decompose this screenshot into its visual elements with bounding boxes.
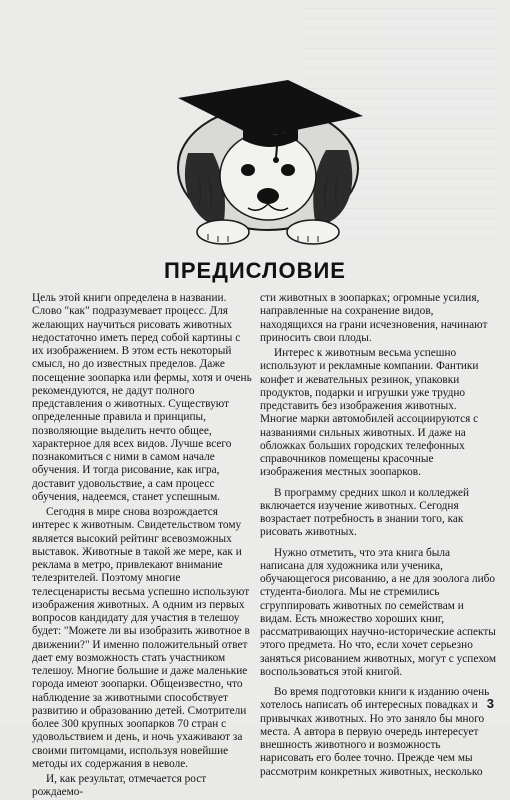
- paragraph: Во время подготовки книги к изданию очень хотелось написать об интересных повадках и привычках животных. Но это заняло бы много места. А автора в первую очередь интересует внешность животного и возможность нарисовать его более точно. Прежде чем мы рассмотрим конкретных животных, несколько: [260, 686, 490, 778]
- paragraph: Интерес к животным весьма успешно используют и рекламные компании. Фантики конфет и жевательных резинок, упаковки продуктов, подарки и игрушки уже трудно представить без изображения животных. Многие марки автомобилей ассоциируются с названиями сильных животных. И даже на обложках больших городских телефонных справочников помещены красочные изображения местных зоопарков.: [260, 347, 479, 479]
- puppy-with-graduation-cap-icon: [168, 58, 368, 248]
- left-text-column: [32, 292, 254, 800]
- paragraph: И, как результат, отмечается рост рождаемо-: [32, 773, 207, 799]
- right-text-column: [260, 292, 496, 779]
- page-number: 3: [486, 696, 494, 711]
- paragraph: Сегодня в мире снова возрождается интерес к животным. Свидетельством тому является высокий рейтинг всевозможных выставок. Животные в такой же мере, как и реклама в метро, привлекают внимание телезрителей. Поэтому многие телесценаристы весьма успешно используют изображения животных. А одним из первых вопросов кандидату для участия в телешоу будет: "Можете ли вы изобразить животное в движении?" И именно положительный ответ дает ему возможность стать участником телешоу. Многие большие и даже маленькие города имеют зоопарки. Общеизвестно, что наблюдение за животными способствует развитию и образованию детей. Смотрители более 300 крупных зоопарков 70 стран с удовольствием и день, и ночь ухаживают за своими питомцами, используя новейшие методы их содержания в неволе.: [32, 506, 250, 770]
- page-title: ПРЕДИСЛОВИЕ: [164, 258, 346, 283]
- paragraph: В программу средних школ и колледжей включается изучение животных. Сегодня возрастает потребность в знании того, как рисовать животных.: [260, 486, 470, 539]
- paragraph: Цель этой книги определена в названии. Слово "как" подразумевает процесс. Для желающих научиться рисовать животных недостаточно иметь перед собой картины с их изображением. В этом есть некоторый смысл, но до известных пределов. Даже посещение зоопарка или фермы, хотя и очень рекомендуются, не дадут полного представления о животных. Существуют определенные правила и принципы, позволяющие выделить нечто общее, характерное для всех видов. Лучше всего познакомиться с ними в самом начале обучения. И тогда рисование, как игра, доставит удовольствие, а сам процесс обучения, надеемся, станет успешным.: [32, 292, 252, 503]
- paragraph: сти животных в зоопарках; огромные усилия, направленные на сохранение видов, находящихся на грани исчезновения, начинают приносить свои плоды.: [260, 292, 488, 344]
- paragraph: Нужно отметить, что эта книга была написана для художника или ученика, обучающегося рисованию, а не для зоолога либо студента-биолога. Мы не стремились сгруппировать животных по семействам и видам. Есть множество хороших книг, рассматривающих научно-исторические аспекты этого предмета. Но что, если хочет серьезно заняться рисованием животных, могут с успехом воспользоваться этой книгой.: [260, 546, 497, 678]
